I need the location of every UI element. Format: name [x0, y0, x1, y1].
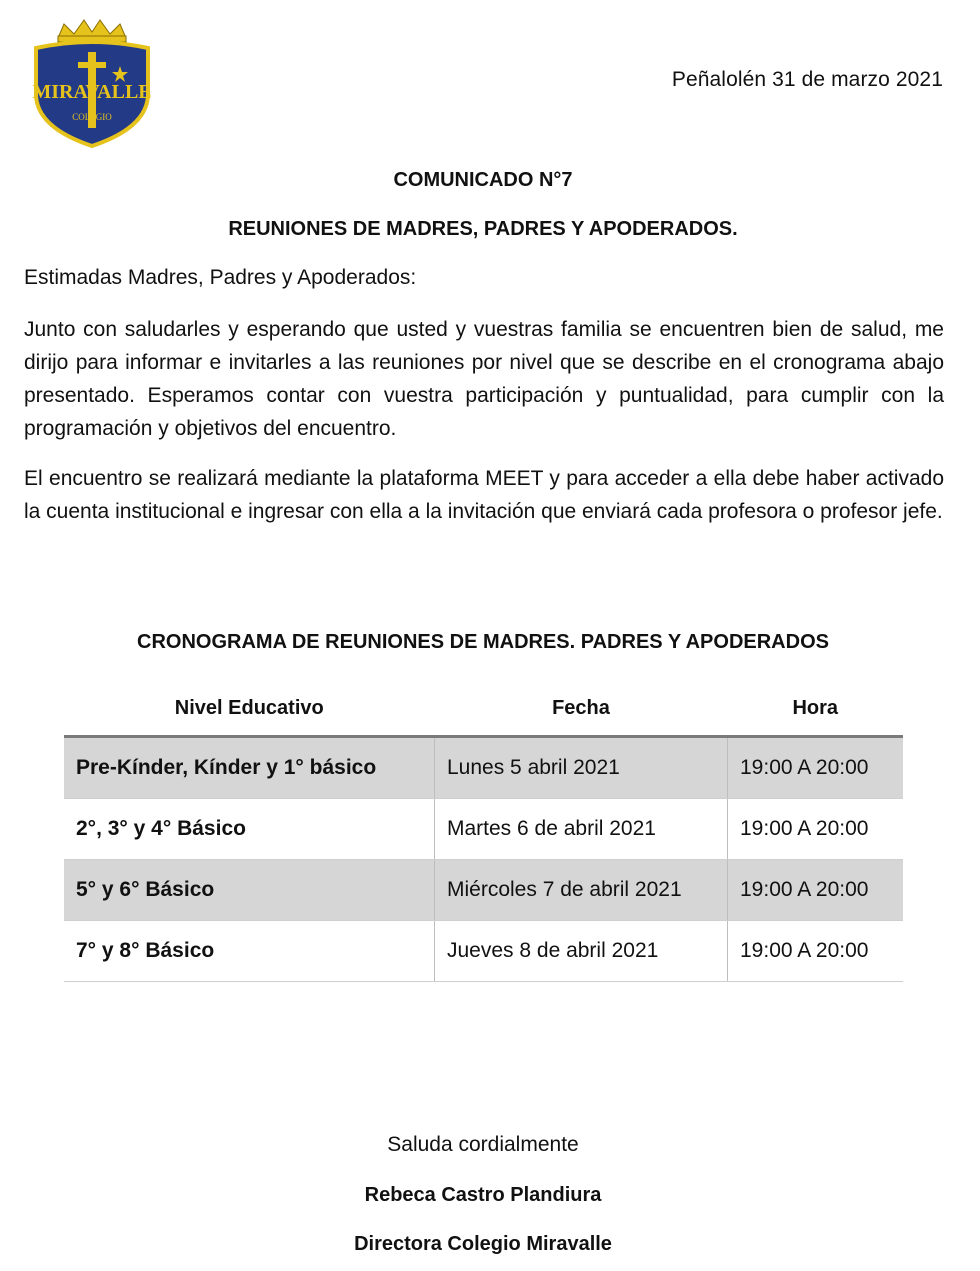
nivel-cell: Pre-Kínder, Kínder y 1° básico	[64, 737, 435, 799]
document-subject: REUNIONES DE MADRES, PADRES Y APODERADOS.	[228, 218, 738, 240]
fecha-cell: Lunes 5 abril 2021	[435, 737, 728, 799]
closing-salutation: Saluda cordialmente	[387, 1133, 579, 1156]
hora-cell: 19:00 A 20:00	[728, 921, 904, 982]
table-row	[64, 860, 903, 921]
table-row	[64, 921, 903, 982]
fecha-cell: Jueves 8 de abril 2021	[435, 921, 728, 982]
fecha-cell: Martes 6 de abril 2021	[435, 799, 728, 860]
place-date: Peñalolén 31 de marzo 2021	[671, 68, 943, 91]
hora-cell: 19:00 A 20:00	[728, 799, 904, 860]
header-hora: Hora	[728, 682, 904, 737]
nivel-cell: 7° y 8° Básico	[64, 921, 435, 982]
table-row	[64, 737, 903, 799]
body-paragraph-2: El encuentro se realizará mediante la plataforma MEET y para acceder a ella debe haber activado la cuenta institucional e ingresar con ella a la invitación que enviará cada profesora o profesor jefe.	[24, 467, 944, 523]
signer-name: Rebeca Castro Plandiura	[364, 1184, 602, 1206]
hora-cell: 19:00 A 20:00	[728, 860, 904, 921]
header-nivel: Nivel Educativo	[64, 682, 435, 737]
hora-cell: 19:00 A 20:00	[728, 737, 904, 799]
nivel-cell: 5° y 6° Básico	[64, 860, 435, 921]
nivel-cell: 2°, 3° y 4° Básico	[64, 799, 435, 860]
svg-text:MIRAVALLE: MIRAVALLE	[32, 81, 152, 103]
schedule-table	[64, 682, 903, 982]
fecha-cell: Miércoles 7 de abril 2021	[435, 860, 728, 921]
table-row	[64, 799, 903, 860]
signer-position: Directora Colegio Miravalle	[354, 1233, 612, 1255]
school-logo	[28, 18, 156, 150]
greeting: Estimadas Madres, Padres y Apoderados:	[24, 266, 417, 289]
body-paragraph-1: Junto con saludarles y esperando que usted y vuestras familia se encuentren bien de salud, me dirijo para informar e invitarles a las reuniones por nivel que se describe en el cronograma abajo presentado. Esperamos contar con vuestra participación y puntualidad, para cumplir con la programación y objetivos del encuentro.	[24, 318, 944, 440]
schedule-header-row	[64, 682, 903, 737]
schedule-title: CRONOGRAMA DE REUNIONES DE MADRES. PADRES Y APODERADOS	[137, 631, 829, 653]
header-fecha: Fecha	[435, 682, 728, 737]
comunicado-number: COMUNICADO N°7	[393, 169, 573, 191]
miravalle-crest-icon	[28, 18, 156, 150]
svg-text:COLEGIO: COLEGIO	[72, 112, 112, 122]
